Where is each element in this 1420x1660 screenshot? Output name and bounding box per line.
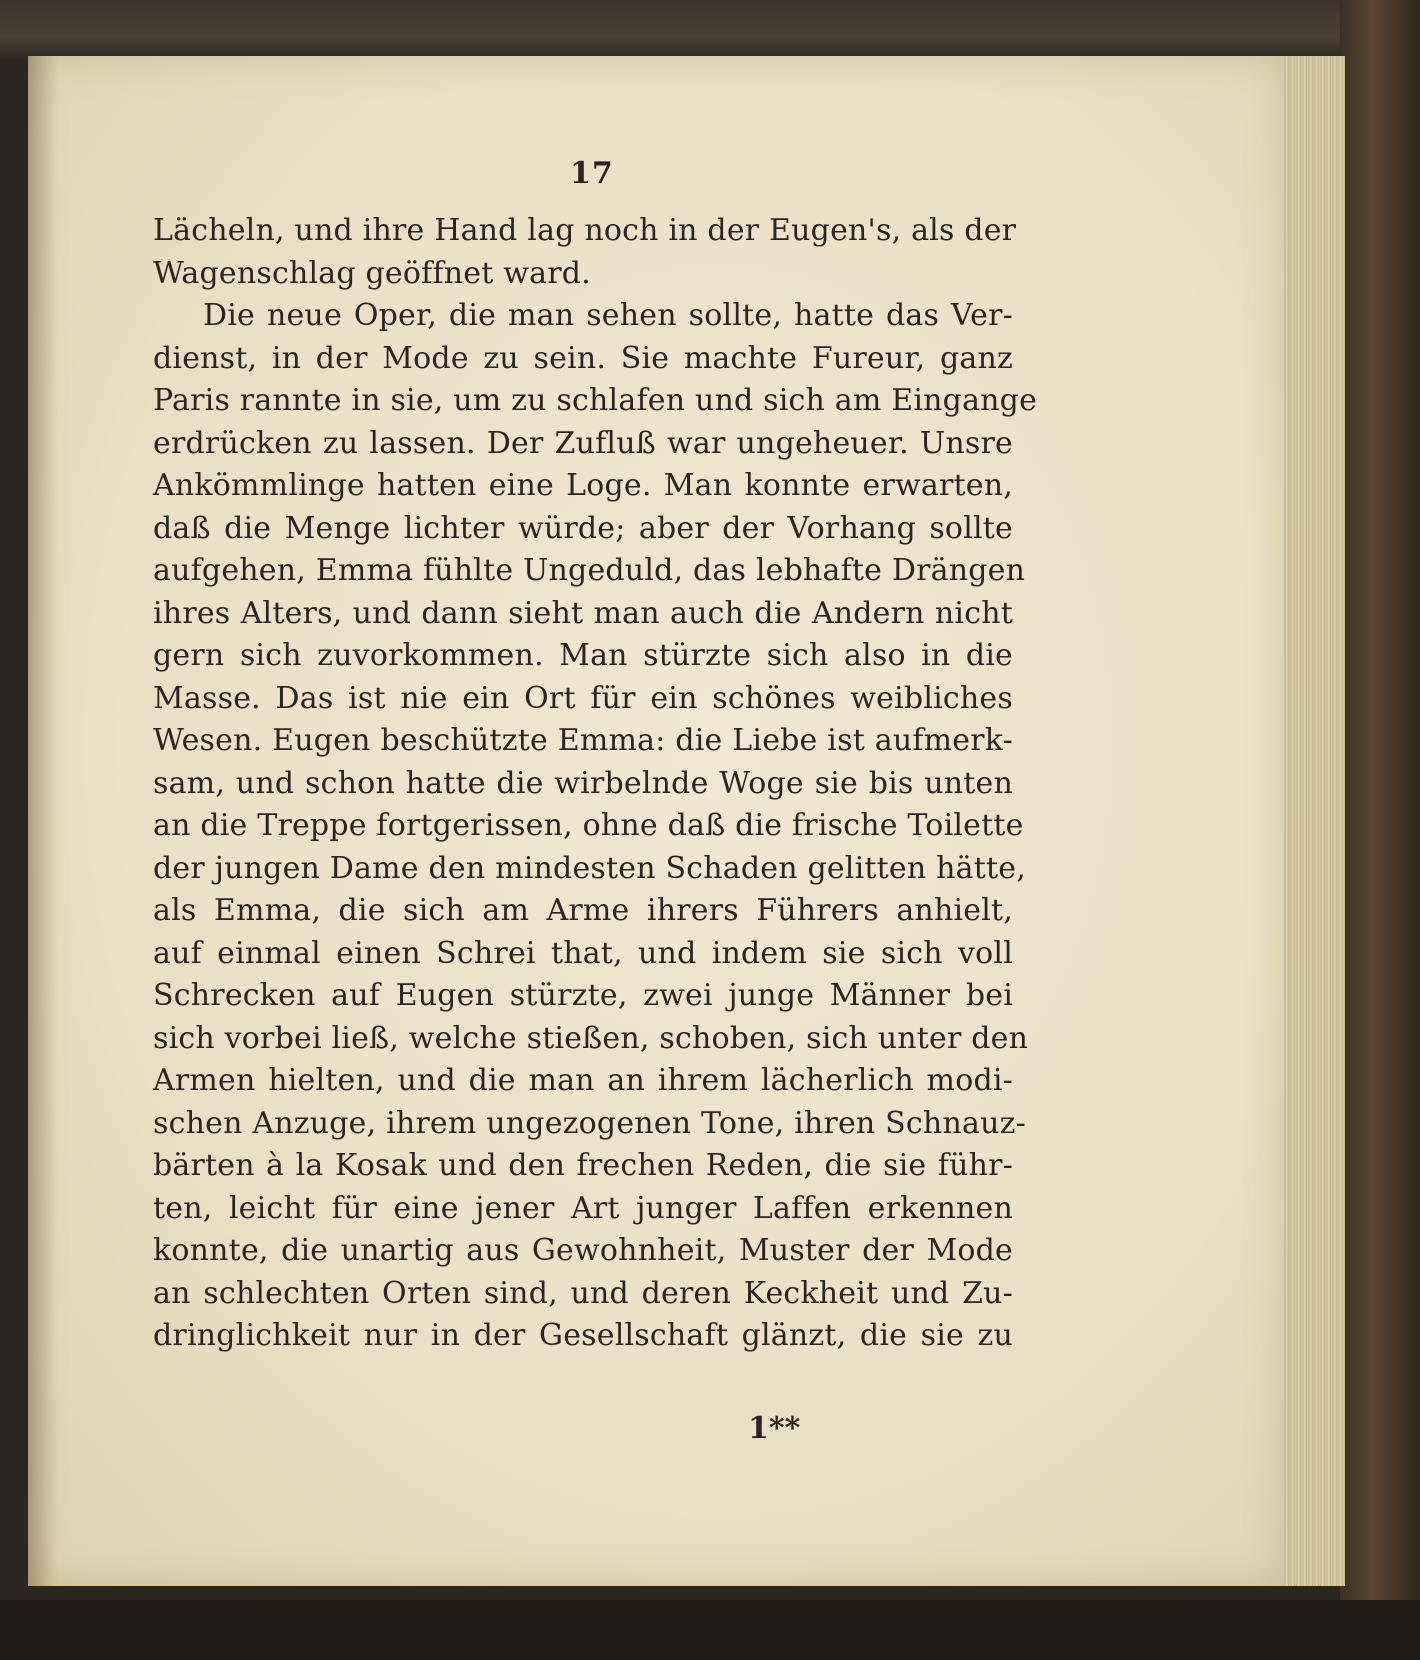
text-line: Die neue Oper, die man sehen sollte, hatte das Ver- xyxy=(203,298,1013,333)
text-line: gern sich zuvorkommen. Man stürzte sich also in die xyxy=(153,638,1013,673)
text-line: Armen hielten, und die man an ihrem lächerlich modi- xyxy=(153,1063,1013,1098)
signature-mark: 1** xyxy=(748,1411,801,1446)
text-line: bärten à la Kosak und den frechen Reden, die sie führ- xyxy=(153,1148,1013,1183)
text-line: auf einmal einen Schrei that, und indem sie sich voll xyxy=(153,935,1013,971)
book-cover-right xyxy=(1340,0,1420,1660)
text-line: ten, leicht für eine jener Art junger Laffen erkennen xyxy=(153,1190,1013,1226)
text-line: Masse. Das ist nie ein Ort für ein schönes weibliches xyxy=(153,680,1013,716)
text-line: schen Anzuge, ihrem ungezogenen Tone, ihren Schnauz- xyxy=(153,1105,1026,1141)
text-line: als Emma, die sich am Arme ihrers Führers anhielt, xyxy=(153,893,1013,928)
text-line: konnte, die unartig aus Gewohnheit, Muster der Mode xyxy=(153,1233,1013,1268)
text-line: daß die Menge lichter würde; aber der Vorhang sollte xyxy=(153,510,1013,546)
text-line: aufgehen, Emma fühlte Ungeduld, das lebhafte Drängen xyxy=(153,553,1026,588)
gutter-shadow xyxy=(28,56,58,1586)
book-page xyxy=(28,56,1284,1586)
text-line: an schlechten Orten sind, und deren Keckheit und Zu- xyxy=(153,1275,1013,1311)
page-number: 17 xyxy=(570,156,614,191)
text-line: ihres Alters, und dann sieht man auch die Andern nicht xyxy=(153,595,1013,631)
text-line: der jungen Dame den mindesten Schaden gelitten hätte, xyxy=(153,850,1026,886)
text-line: dringlichkeit nur in der Gesellschaft glänzt, die sie zu xyxy=(153,1318,1013,1353)
book-cover-bottom xyxy=(0,1600,1420,1660)
text-line: sam, und schon hatte die wirbelnde Woge sie bis unten xyxy=(153,765,1013,801)
text-line: Lächeln, und ihre Hand lag noch in der Eugen's, als der xyxy=(153,213,1017,248)
text-line: Wesen. Eugen beschützte Emma: die Liebe ist aufmerk- xyxy=(153,723,1013,758)
book-cover-top xyxy=(0,0,1420,60)
text-line: Ankömmlinge hatten eine Loge. Man konnte erwarten, xyxy=(153,468,1013,503)
text-line: sich vorbei ließ, welche stießen, schoben, sich unter den xyxy=(153,1020,1029,1056)
text-line: Paris rannte in sie, um zu schlafen und sich am Eingange xyxy=(153,383,1038,418)
text-line: dienst, in der Mode zu sein. Sie machte Fureur, ganz xyxy=(153,340,1013,376)
page-edges xyxy=(1282,56,1345,1586)
text-line: Schrecken auf Eugen stürzte, zwei junge Männer bei xyxy=(153,978,1013,1013)
text-line: Wagenschlag geöffnet ward. xyxy=(153,255,591,291)
text-line: an die Treppe fortgerissen, ohne daß die frische Toilette xyxy=(153,808,1024,843)
text-block xyxy=(153,210,1038,1358)
text-line: erdrücken zu lassen. Der Zufluß war ungeheuer. Unsre xyxy=(153,425,1013,461)
